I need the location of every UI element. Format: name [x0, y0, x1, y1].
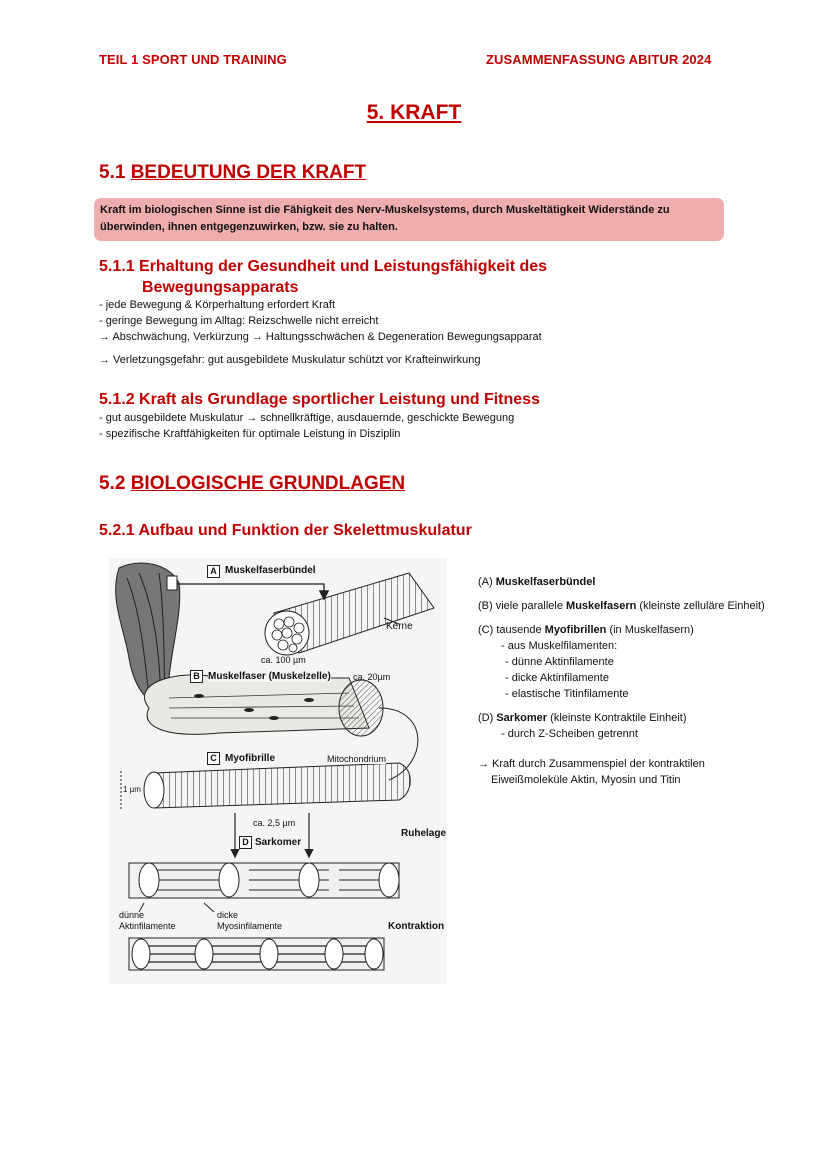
figure-label-d: Sarkomer	[255, 837, 302, 848]
figure-label-kontraktion: Kontraktion	[388, 921, 445, 932]
note-summary: → Kraft durch Zusammenspiel der kontraktilen Eiweißmoleküle Aktin, Myosin und Titin	[478, 758, 705, 786]
figure-label-aktin: dünne Aktinfilamente	[119, 910, 176, 931]
figure-label-mito: Mitochondrium	[327, 754, 387, 764]
bullet: - geringe Bewegung im Alltag: Reizschwelle nicht erreicht	[99, 315, 379, 327]
section-5-1-heading: 5.1 BEDEUTUNG DER KRAFT	[99, 162, 367, 183]
bullet: - spezifische Kraftfähigkeiten für optimale Leistung in Disziplin	[99, 428, 401, 440]
bullet: - gut ausgebildete Muskulatur → schnellkräftige, ausdauernde, geschickte Bewegung	[99, 412, 515, 424]
bullet: → Abschwächung, Verkürzung → Haltungsschwächen & Degeneration Bewegungsapparat	[99, 331, 542, 343]
figure-label-a: Muskelfaserbündel	[225, 565, 316, 576]
note-c: (C) tausende Myofibrillen (in Muskelfasern) - aus Muskelfilamenten: - dünne Aktinfilamente - dicke Aktinfilamente - elastische Titinfilamente	[478, 624, 694, 700]
figure-label-b: Muskelfaser (Muskelzelle)	[208, 671, 331, 682]
section-5-1-1-bullets	[99, 297, 542, 345]
header-left: TEIL 1 SPORT UND TRAINING	[99, 52, 287, 67]
bullet: - jede Bewegung & Körperhaltung erfordert Kraft	[99, 299, 336, 311]
section-5-1-2-bullets	[99, 410, 514, 442]
figure-label-kerne: Kerne	[386, 621, 413, 632]
figure-notes	[478, 574, 765, 788]
section-5-1-1-heading: 5.1.1 Erhaltung der Gesundheit und Leistungsfähigkeit des Bewegungsapparats	[99, 258, 548, 296]
note-d: (D) Sarkomer (kleinste Kontraktile Einheit) - durch Z-Scheiben getrennt	[478, 712, 687, 740]
figure-label-ruhelage: Ruhelage	[401, 828, 447, 839]
figure-label-b-box: B	[190, 670, 203, 683]
figure-label-ca100: ca. 100 µm	[261, 655, 306, 665]
header-right: ZUSAMMENFASSUNG ABITUR 2024	[486, 52, 712, 67]
figure-label-c-box: C	[207, 752, 220, 765]
figure-label-myosin: dicke Myosinfilamente	[217, 910, 283, 931]
figure-label-1um: 1 µm	[123, 785, 141, 794]
figure-label-ca20: ca. 20µm	[353, 672, 391, 682]
section-5-2-1-heading: 5.2.1 Aufbau und Funktion der Skelettmuskulatur	[99, 522, 472, 539]
section-5-1-2-heading: 5.1.2 Kraft als Grundlage sportlicher Leistung und Fitness	[99, 391, 540, 408]
figure-label-a-box: A	[207, 565, 220, 578]
figure-label-d-box: D	[239, 836, 252, 849]
muscle-structure-figure	[109, 558, 447, 984]
page-title: 5. KRAFT	[366, 101, 462, 124]
figure-label-c: Myofibrille	[225, 753, 276, 764]
note-a: (A) Muskelfaserbündel	[478, 576, 596, 588]
figure-label-ca25: ca. 2,5 µm	[253, 818, 296, 828]
section-5-1-1-note: → Verletzungsgefahr: gut ausgebildete Muskulatur schützt vor Krafteinwirkung	[99, 354, 481, 366]
definition-box: Kraft im biologischen Sinne ist die Fähigkeit des Nerv-Muskelsystems, durch Muskeltätigkeit Widerstände zu überwinden, ihnen entgegenzuwirken, bzw. sie zu halten.	[94, 198, 724, 241]
note-b: (B) viele parallele Muskelfasern (kleinste zelluläre Einheit)	[478, 600, 765, 612]
section-5-2-heading: 5.2 BIOLOGISCHE GRUNDLAGEN	[99, 473, 406, 494]
